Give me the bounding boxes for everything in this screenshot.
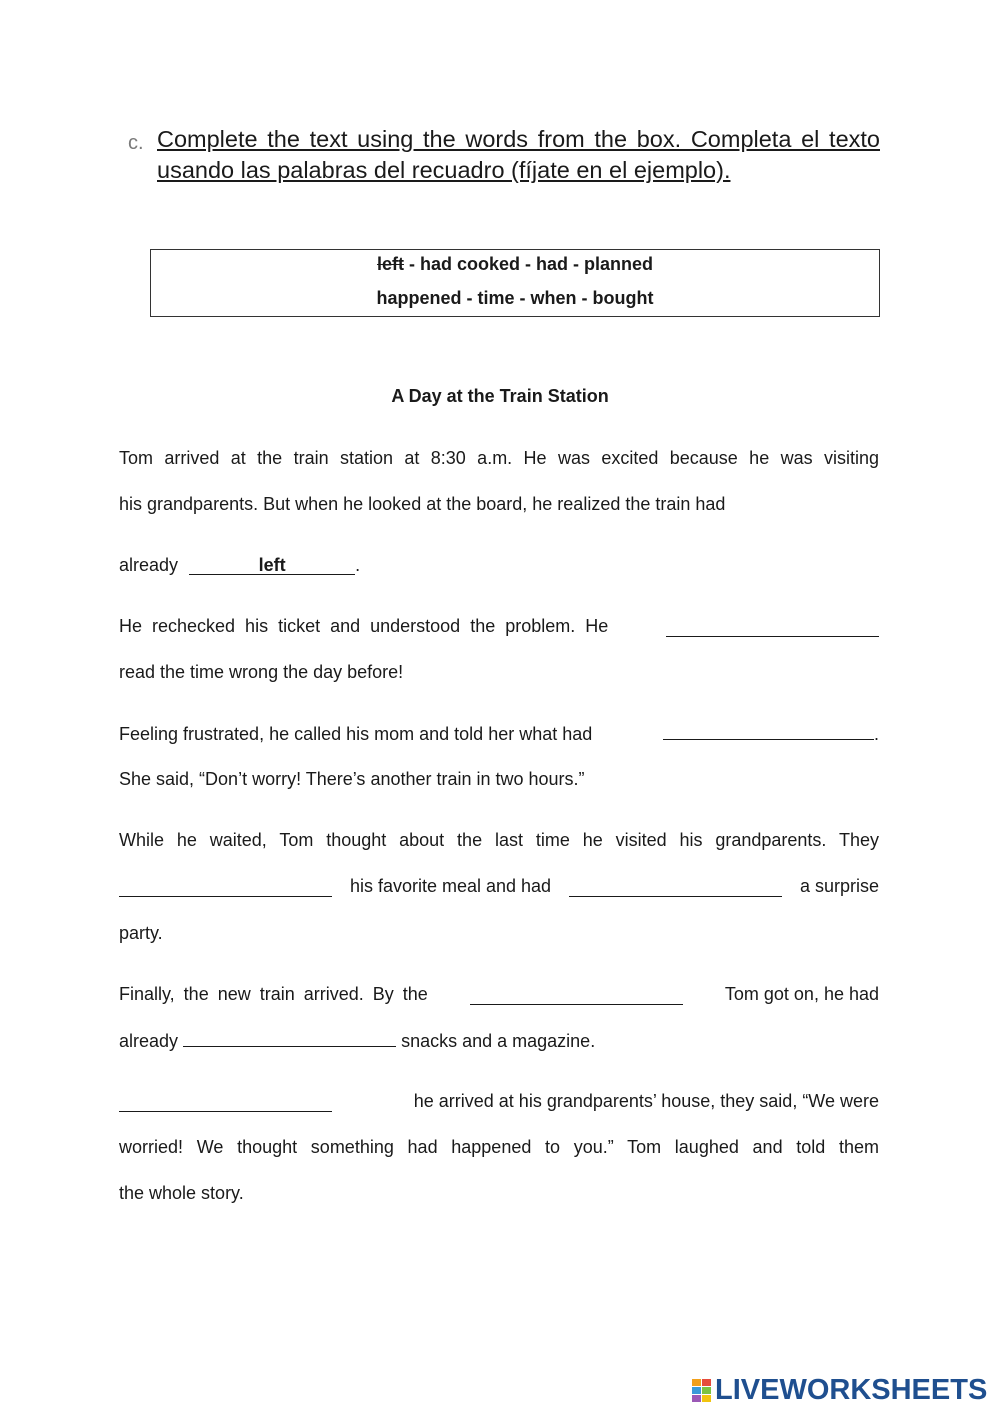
word-box-row-1-words: - had cooked - had - planned	[403, 254, 653, 274]
story-text: .	[355, 555, 361, 575]
story-text: already	[119, 555, 179, 575]
blank-8[interactable]	[119, 1094, 332, 1112]
word-box	[150, 249, 880, 317]
story-text: Feeling frustrated, he called his mom and told her what had	[119, 724, 593, 744]
story-text: a surprise	[799, 876, 879, 896]
example-answer: left	[189, 554, 355, 575]
liveworksheets-logo	[692, 1374, 987, 1406]
blank-5[interactable]	[569, 879, 782, 897]
story-line: worried! We thought something had happened to you.” Tom laughed and told them	[119, 1137, 879, 1157]
instruction	[128, 124, 880, 186]
word-box-example-word: left	[376, 254, 404, 274]
story-text: He rechecked his ticket and understood the problem. He	[119, 616, 609, 636]
logo-text: LIVEWORKSHEETS	[715, 1373, 988, 1406]
story-line	[119, 554, 879, 576]
story-line: While he waited, Tom thought about the last time he visited his grandparents. They	[119, 830, 879, 850]
instruction-text: Complete the text using the words from the box. Completa el texto usando las palabras del recuadro (fíjate en el ejemplo).	[157, 126, 880, 183]
story-text: already	[119, 1031, 179, 1051]
story-text: Finally, the new train arrived. By the	[119, 984, 428, 1004]
blank-6[interactable]	[470, 987, 683, 1005]
instruction-letter: c.	[128, 132, 144, 154]
word-box-row-2: happened - time - when - bought	[376, 288, 654, 308]
story-line: the whole story.	[119, 1183, 244, 1203]
story-line: She said, “Don’t worry! There’s another train in two hours.”	[119, 769, 585, 789]
story-line	[119, 722, 879, 745]
story-text: .	[873, 724, 879, 744]
blank-7[interactable]	[183, 1029, 396, 1047]
story-line: party.	[119, 923, 163, 943]
story-line: Tom arrived at the train station at 8:30 a.m. He was excited because he was visiting	[119, 448, 879, 468]
story-text: Tom got on, he had	[724, 984, 879, 1004]
story-line	[119, 875, 879, 897]
blank-2[interactable]	[666, 619, 879, 637]
logo-icon	[692, 1379, 711, 1402]
story-line: his grandparents. But when he looked at the board, he realized the train had	[119, 494, 726, 514]
story-line	[119, 1029, 879, 1052]
word-box-row-1	[151, 250, 879, 285]
story-line: read the time wrong the day before!	[119, 662, 404, 682]
blank-4[interactable]	[119, 879, 332, 897]
story-text: he arrived at his grandparents’ house, they said, “We were	[413, 1091, 879, 1111]
story-line	[119, 1090, 879, 1112]
story-text: his favorite meal and had	[349, 876, 552, 896]
story-title: A Day at the Train Station	[391, 386, 609, 406]
story-line	[119, 615, 879, 637]
blank-3[interactable]	[663, 722, 874, 740]
story-line	[119, 983, 879, 1005]
story-text: snacks and a magazine.	[401, 1031, 596, 1051]
